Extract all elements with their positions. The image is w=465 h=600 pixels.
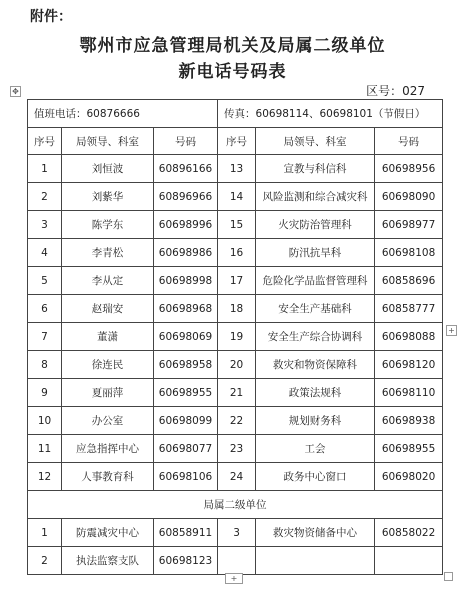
seq-cell: 1	[28, 155, 62, 183]
name-cell: 夏丽萍	[62, 379, 154, 407]
seq-cell: 16	[218, 239, 256, 267]
name-cell: 李青松	[62, 239, 154, 267]
phone-cell: 60698956	[375, 155, 443, 183]
table-resize-handle[interactable]	[444, 572, 453, 581]
col-header-phone: 号码	[154, 128, 218, 155]
name-cell: 董潇	[62, 323, 154, 351]
name-cell: 执法监察支队	[62, 547, 154, 575]
contact-row	[28, 100, 443, 128]
sub-section-row	[28, 491, 443, 519]
sub-unit-row	[28, 547, 443, 575]
table-row	[28, 267, 443, 295]
name-cell: 风险监测和综合减灾科	[256, 183, 375, 211]
phone-cell: 60858696	[375, 267, 443, 295]
table-row	[28, 463, 443, 491]
phone-table	[27, 99, 443, 575]
seq-cell: 24	[218, 463, 256, 491]
phone-cell: 60698958	[154, 351, 218, 379]
name-cell: 防汛抗旱科	[256, 239, 375, 267]
seq-cell: 4	[28, 239, 62, 267]
name-cell: 安全生产综合协调科	[256, 323, 375, 351]
phone-cell: 60698108	[375, 239, 443, 267]
fax-numbers: 传真：60698114、60698101（节假日）	[218, 100, 443, 128]
attachment-label: 附件：	[30, 9, 72, 25]
phone-cell: 60698986	[154, 239, 218, 267]
seq-cell: 3	[28, 211, 62, 239]
sub-unit-row	[28, 519, 443, 547]
table-row	[28, 183, 443, 211]
name-cell: 火灾防治管理科	[256, 211, 375, 239]
phone-cell: 60858777	[375, 295, 443, 323]
seq-cell: 20	[218, 351, 256, 379]
seq-cell: 11	[28, 435, 62, 463]
phone-cell: 60858911	[154, 519, 218, 547]
table-row	[28, 295, 443, 323]
name-cell: 陈学东	[62, 211, 154, 239]
seq-cell: 23	[218, 435, 256, 463]
phone-cell: 60698110	[375, 379, 443, 407]
name-cell: 李从定	[62, 267, 154, 295]
seq-cell: 9	[28, 379, 62, 407]
col-header-name: 局领导、科室	[256, 128, 375, 155]
seq-cell: 13	[218, 155, 256, 183]
phone-cell: 60698955	[154, 379, 218, 407]
seq-cell: 7	[28, 323, 62, 351]
seq-cell: 5	[28, 267, 62, 295]
area-code: 区号：027	[366, 84, 425, 98]
add-column-icon[interactable]: +	[446, 325, 457, 336]
col-header-seq: 序号	[218, 128, 256, 155]
phone-cell: 60698955	[375, 435, 443, 463]
seq-cell: 8	[28, 351, 62, 379]
phone-cell: 60698968	[154, 295, 218, 323]
phone-cell: 60698099	[154, 407, 218, 435]
table-row	[28, 211, 443, 239]
seq-cell: 12	[28, 463, 62, 491]
name-cell: 赵瑞安	[62, 295, 154, 323]
col-header-name: 局领导、科室	[62, 128, 154, 155]
duty-phone: 值班电话：60876666	[28, 100, 218, 128]
name-cell: 防震减灾中心	[62, 519, 154, 547]
seq-cell: 6	[28, 295, 62, 323]
table-row	[28, 239, 443, 267]
phone-cell: 60698977	[375, 211, 443, 239]
name-cell: 救灾物资储备中心	[256, 519, 375, 547]
phone-cell: 60698123	[154, 547, 218, 575]
seq-cell: 19	[218, 323, 256, 351]
table-row	[28, 435, 443, 463]
name-cell: 人事教育科	[62, 463, 154, 491]
name-cell: 工会	[256, 435, 375, 463]
phone-cell: 60896966	[154, 183, 218, 211]
add-row-icon[interactable]: +	[225, 573, 243, 584]
page-title-line2: 新电话号码表	[178, 62, 287, 82]
name-cell: 规划财务科	[256, 407, 375, 435]
name-cell	[256, 547, 375, 575]
name-cell: 应急指挥中心	[62, 435, 154, 463]
name-cell: 宣教与科信科	[256, 155, 375, 183]
table-row	[28, 379, 443, 407]
table-row	[28, 407, 443, 435]
name-cell: 政务中心窗口	[256, 463, 375, 491]
phone-cell: 60896166	[154, 155, 218, 183]
col-header-seq: 序号	[28, 128, 62, 155]
phone-cell: 60698020	[375, 463, 443, 491]
name-cell: 办公室	[62, 407, 154, 435]
phone-cell: 60698120	[375, 351, 443, 379]
sub-section-title: 局属二级单位	[28, 491, 443, 519]
table-row	[28, 155, 443, 183]
phone-cell: 60698077	[154, 435, 218, 463]
name-cell: 政策法规科	[256, 379, 375, 407]
col-header-phone: 号码	[375, 128, 443, 155]
seq-cell: 21	[218, 379, 256, 407]
name-cell: 刘紫华	[62, 183, 154, 211]
table-row	[28, 351, 443, 379]
name-cell: 危险化学品监督管理科	[256, 267, 375, 295]
name-cell: 刘恒波	[62, 155, 154, 183]
seq-cell: 18	[218, 295, 256, 323]
page-title-line1: 鄂州市应急管理局机关及局属二级单位	[79, 36, 386, 56]
seq-cell	[218, 547, 256, 575]
phone-cell: 60858022	[375, 519, 443, 547]
phone-cell: 60698106	[154, 463, 218, 491]
phone-cell: 60698069	[154, 323, 218, 351]
seq-cell: 14	[218, 183, 256, 211]
seq-cell: 10	[28, 407, 62, 435]
seq-cell: 3	[218, 519, 256, 547]
seq-cell: 1	[28, 519, 62, 547]
phone-cell	[375, 547, 443, 575]
phone-cell: 60698938	[375, 407, 443, 435]
seq-cell: 2	[28, 183, 62, 211]
phone-cell: 60698088	[375, 323, 443, 351]
table-move-handle-icon[interactable]: ✥	[10, 86, 21, 97]
seq-cell: 17	[218, 267, 256, 295]
name-cell: 救灾和物资保障科	[256, 351, 375, 379]
seq-cell: 15	[218, 211, 256, 239]
header-row	[28, 128, 443, 155]
phone-cell: 60698090	[375, 183, 443, 211]
name-cell: 徐连民	[62, 351, 154, 379]
seq-cell: 22	[218, 407, 256, 435]
table-row	[28, 323, 443, 351]
phone-cell: 60698998	[154, 267, 218, 295]
phone-cell: 60698996	[154, 211, 218, 239]
name-cell: 安全生产基础科	[256, 295, 375, 323]
seq-cell: 2	[28, 547, 62, 575]
